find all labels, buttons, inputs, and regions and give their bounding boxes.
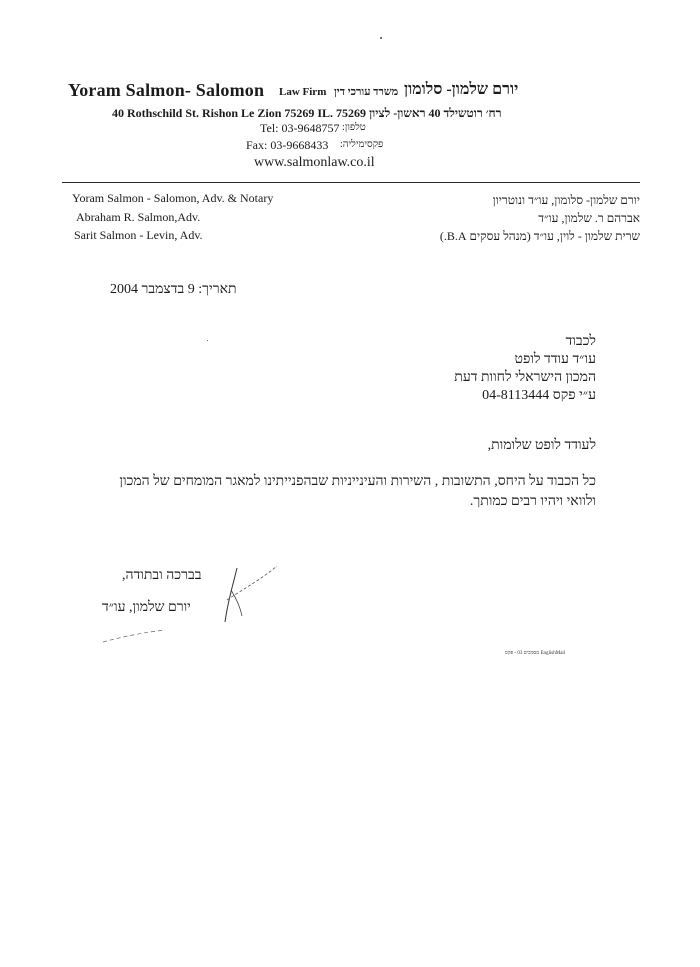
fax-line: Fax: 03-9668433: [246, 138, 329, 152]
body-line-2: ולוואי ויהיו רבים כמותך.: [469, 494, 596, 509]
handwritten-signature: [95, 560, 285, 650]
signer-name: יורם שלמון, עו״ד: [102, 600, 191, 615]
footer-note: מסמכים 03 - פקס EnglishMail: [505, 651, 566, 656]
letterhead-divider: [62, 182, 640, 183]
letterhead-name-en: Yoram Salmon- Salomon: [68, 80, 265, 100]
scan-speck: [207, 340, 208, 341]
website[interactable]: www.salmonlaw.co.il: [254, 155, 375, 170]
staff-he-2: אברהם ר. שלמון, עו״ד: [538, 211, 640, 225]
fax-label-he: פקסימיליה:: [340, 139, 384, 150]
body-line-1: כל הכבוד על היחס, התשובות , השירות והעינייניות שבהפנייתינו למאגר המומחים של המכון: [119, 474, 596, 489]
scan-speck: [380, 37, 382, 39]
staff-he-3: שרית שלמון - לוין, עו״ד (מנהל עסקים B.A.): [439, 229, 640, 243]
tel-line: Tel: 03-9648757: [260, 121, 340, 135]
closing: בברכה ובתודה,: [122, 568, 202, 583]
recipient-name: עו״ד עודד לופט: [514, 352, 596, 367]
staff-en-1: Yoram Salmon - Salomon, Adv. & Notary: [72, 191, 274, 205]
recipient-institution: המכון הישראלי לחוות דעת: [454, 370, 596, 385]
staff-en-3: Sarit Salmon - Levin, Adv.: [74, 228, 203, 242]
recipient-salutation: לכבוד: [565, 334, 596, 349]
letter-date: תאריך: 9 בדצמבר 2004: [110, 282, 237, 297]
tel-label-he: טלפון:: [342, 122, 366, 133]
recipient-fax: ע״י פקס 04-8113444: [482, 388, 596, 403]
letterhead-name-he: יורם שלמון- סלומון: [404, 81, 519, 98]
letterhead-firm-he: משרד עורכי דין: [334, 86, 399, 98]
letterhead-firm-en: Law Firm: [279, 86, 327, 98]
staff-he-1: יורם שלמון- סלומון, עו״ד ונוטריון: [492, 193, 640, 207]
staff-en-2: Abraham R. Salmon,Adv.: [76, 210, 201, 224]
letterhead-address: 40 Rothschild St. Rishon Le Zion 75269 IL. 75269 רח׳ רוטשילד 40 ראשון- לציון: [112, 106, 502, 120]
greeting: לעודד לופט שלומות,: [487, 438, 596, 453]
